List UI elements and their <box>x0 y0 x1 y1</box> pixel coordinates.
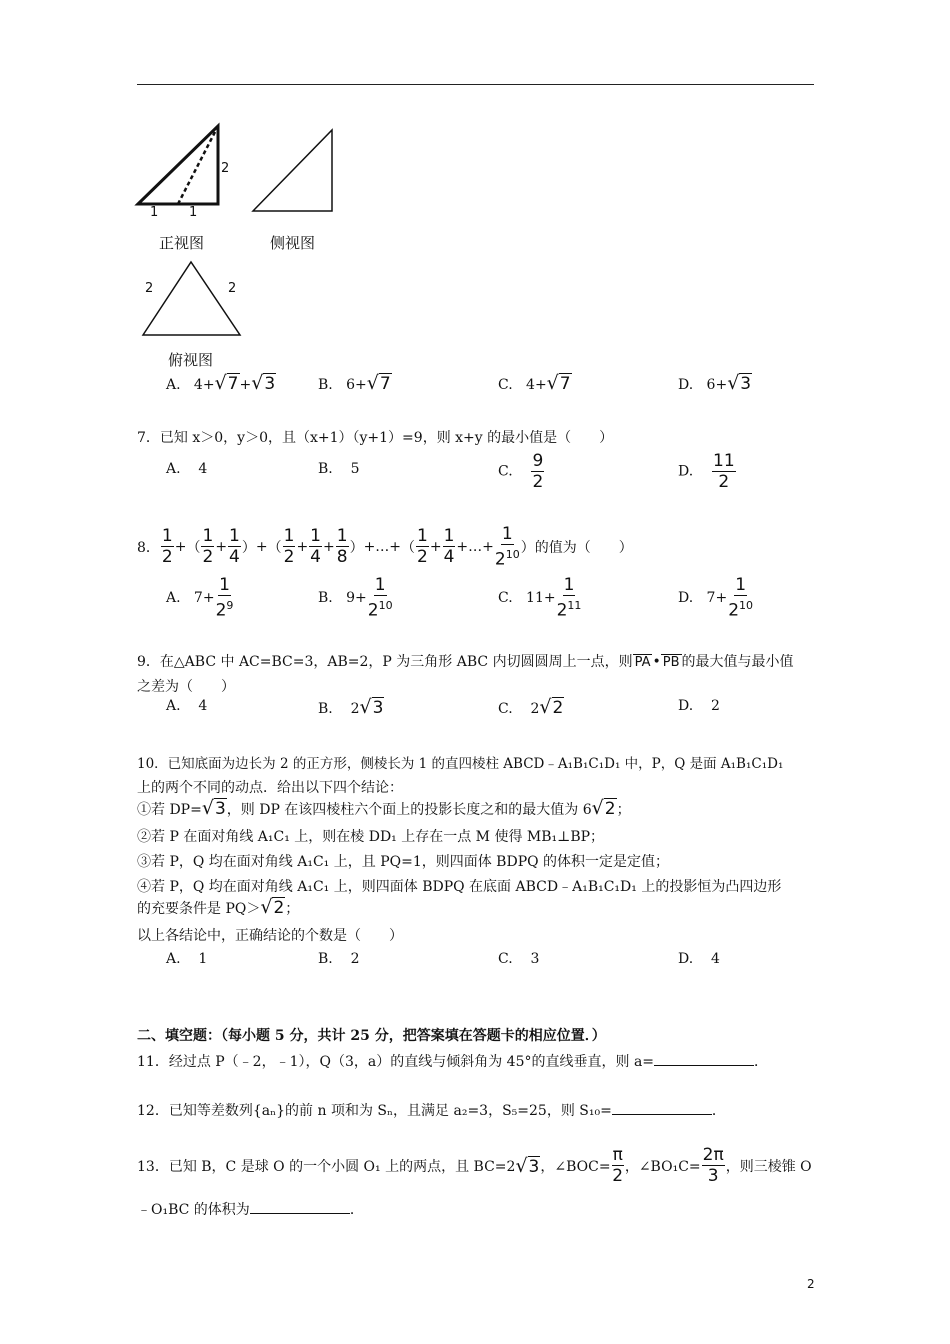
q7-option-b: B. 5 <box>318 461 360 477</box>
q9-line2: 之差为（ ） <box>137 679 235 695</box>
top-view-caption: 俯视图 <box>168 351 214 369</box>
q13-line2: ﹣O₁BC 的体积为 ． <box>137 1202 364 1218</box>
q13-line1: 13．已知 B，C 是球 O 的一个小圆 O₁ 上的两点，且 BC=2 √3 ，∠BOC= $\frac{\pi}{2}$ ，∠BO₁C= $\frac{2\pi}{3}$ ，则三棱锥 O <box>137 1145 812 1186</box>
q8-stem: 8． $\frac{1}{2}$ + （ $\frac{1}{2}$ + $\frac{1}{4}$ ） + （ $\frac{1}{2}$ + $\frac{1}{4}$ + $\frac{1}{8}$ ） +…+ （ $\frac{1}{2}$ + $\frac{1}{4}$ +…+ $\frac{1}{2^{10}}$ ） 的值为（ ） <box>137 524 633 570</box>
q10-option-b: B. 2 <box>318 951 360 967</box>
q10-question: 以上各结论中，正确结论的个数是（ ） <box>137 928 403 944</box>
top-label-left: 2 <box>145 281 154 296</box>
q7-stem: 7．已知 x＞0，y＞0，且（x+1）（y+1）=9，则 x+y 的最小值是（ ） <box>137 430 614 446</box>
q9-option-c: C. 2√2 <box>498 696 564 718</box>
q8-option-b: B. 9+ $\frac{1}{2^{10}}$ <box>318 575 393 621</box>
q10-statement-1: ①若 DP=√3，则 DP 在该四棱柱六个面上的投影长度之和的最大值为 6√2； <box>137 797 631 819</box>
q9-option-b: B. 2√3 <box>318 696 384 718</box>
q12: 12．已知等差数列{aₙ}的前 n 项和为 Sₙ，且满足 a₂=3，S₅=25，则 S₁₀= ． <box>137 1103 726 1119</box>
q7-option-c: C. $\frac{9}{2}$ <box>498 451 544 492</box>
q9-option-d: D. 2 <box>678 698 720 714</box>
q9-line1: 9．在△ABC 中 AC=BC=3，AB=2，P 为三角形 ABC 内切圆圆周上一点，则 PA • PB 的最大值与最小值 <box>137 654 794 670</box>
section-2-heading: 二、填空题：（每小题 5 分，共计 25 分，把答案填在答题卡的相应位置．） <box>137 1028 606 1044</box>
q12-answer-blank[interactable] <box>612 1102 712 1115</box>
q7-option-a: A. 4 <box>166 461 208 477</box>
q10-statement-4-cont: 的充要条件是 PQ＞√2； <box>137 896 300 918</box>
top-label-right: 2 <box>228 281 237 296</box>
side-view-caption: 侧视图 <box>270 234 316 252</box>
q7-option-d: D. $\frac{11}{2}$ <box>678 451 735 492</box>
page-number: 2 <box>807 1277 815 1291</box>
top-view <box>143 262 240 335</box>
q6-option-a: A. 4+√7+√3 <box>166 372 276 394</box>
q8-option-c: C. 11+ $\frac{1}{2^{11}}$ <box>498 575 582 621</box>
q6-option-b: B. 6+√7 <box>318 372 391 394</box>
front-view-caption: 正视图 <box>159 234 205 252</box>
q9-option-a: A. 4 <box>166 698 208 714</box>
q6-option-d: D. 6+√3 <box>678 372 752 394</box>
front-view <box>138 126 218 204</box>
q10-statement-2: ②若 P 在面对角线 A₁C₁ 上，则在棱 DD₁ 上存在一点 M 使得 MB₁⊥BP； <box>137 829 605 845</box>
q10-option-a: A. 1 <box>166 951 208 967</box>
q6-option-c: C. 4+√7 <box>498 372 571 394</box>
q11: 11．经过点 P（﹣2，﹣1），Q（3，a）的直线与倾斜角为 45°的直线垂直，则 a= ． <box>137 1054 769 1070</box>
front-label-2: 1 <box>189 205 198 220</box>
front-label-1: 1 <box>150 205 159 220</box>
q10-line2: 上的两个不同的动点．给出以下四个结论： <box>137 780 403 796</box>
header-rule <box>137 84 814 85</box>
q8-option-a: A. 7+ $\frac{1}{2^9}$ <box>166 575 234 621</box>
q13-answer-blank[interactable] <box>250 1201 350 1214</box>
q10-option-c: C. 3 <box>498 951 540 967</box>
q8-option-d: D. 7+ $\frac{1}{2^{10}}$ <box>678 575 754 621</box>
side-view <box>253 130 332 211</box>
q10-statement-4: ④若 P，Q 均在面对角线 A₁C₁ 上，则四面体 BDPQ 在底面 ABCD﹣A₁B₁C₁D₁ 上的投影恒为凸四边形 <box>137 879 782 895</box>
q10-line1: 10．已知底面为边长为 2 的正方形，侧棱长为 1 的直四棱柱 ABCD﹣A₁B₁C₁D₁ 中，P，Q 是面 A₁B₁C₁D₁ <box>137 756 784 772</box>
q10-option-d: D. 4 <box>678 951 720 967</box>
front-label-3: 2 <box>221 161 230 176</box>
q11-answer-blank[interactable] <box>654 1053 754 1066</box>
q10-statement-3: ③若 P，Q 均在面对角线 A₁C₁ 上，且 PQ=1，则四面体 BDPQ 的体积一定是定值； <box>137 854 670 870</box>
